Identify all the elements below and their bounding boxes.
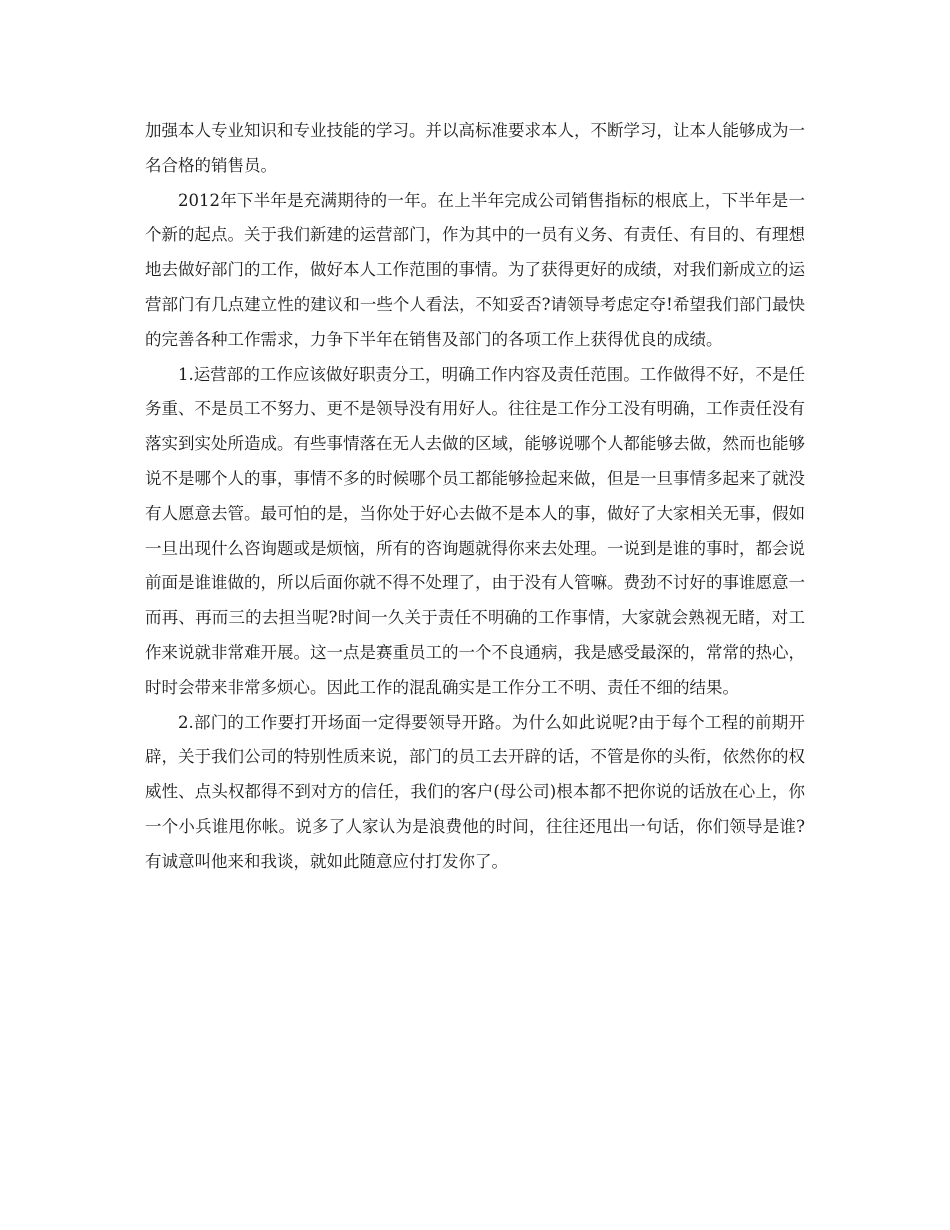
- paragraph-intro-continuation: 加强本人专业知识和专业技能的学习。并以高标准要求本人，不断学习，让本人能够成为一名合格的销售员。: [145, 121, 805, 175]
- document-page: [145, 114, 805, 880]
- paragraph-point-2-leadership: 2.部门的工作要打开场面一定得要领导开路。为什么如此说呢?由于每个工程的前期开辟，关于我们公司的特别性质来说，部门的员工去开辟的话，不管是你的头衔，依然你的权威性、点头权都得不到对方的信任，我们的客户(母公司)根本都不把你说的话放在心上，你一个小兵谁甩你帐。说多了人家认为是浪费他的时间，往往还甩出一句话，你们领导是谁?有诚意叫他来和我谈，就如此随意应付打发你了。: [145, 712, 805, 871]
- paragraph-second-half-2012: 2012年下半年是充满期待的一年。在上半年完成公司销售指标的根底上，下半年是一个新的起点。关于我们新建的运营部门，作为其中的一员有义务、有责任、有目的、有理想地去做好部门的工作，做好本人工作范围的事情。为了获得更好的成绩，对我们新成立的运营部门有几点建立性的建议和一些个人看法，不知妥否?请领导考虑定夺!希望我们部门最快的完善各种工作需求，力争下半年在销售及部门的各项工作上获得优良的成绩。: [145, 190, 805, 349]
- paragraph-point-1-responsibilities: 1.运营部的工作应该做好职责分工，明确工作内容及责任范围。工作做得不好，不是任务重、不是员工不努力、更不是领导没有用好人。往往是工作分工没有明确，工作责任没有落实到实处所造成。有些事情落在无人去做的区域，能够说哪个人都能够去做，然而也能够说不是哪个人的事，事情不多的时候哪个员工都能够捡起来做，但是一旦事情多起来了就没有人愿意去管。最可怕的是，当你处于好心去做不是本人的事，做好了大家相关无事，假如一旦出现什么咨询题或是烦恼，所有的咨询题就得你来去处理。一说到是谁的事时，都会说前面是谁谁做的，所以后面你就不得不处理了，由于没有人管嘛。费劲不讨好的事谁愿意一而再、再而三的去担当呢?时间一久关于责任不明确的工作事情，大家就会熟视无睹，对工作来说就非常难开展。这一点是赛重员工的一个不良通病，我是感受最深的，常常的热心，时时会带来非常多烦心。因此工作的混乱确实是工作分工不明、责任不细的结果。: [145, 364, 805, 697]
